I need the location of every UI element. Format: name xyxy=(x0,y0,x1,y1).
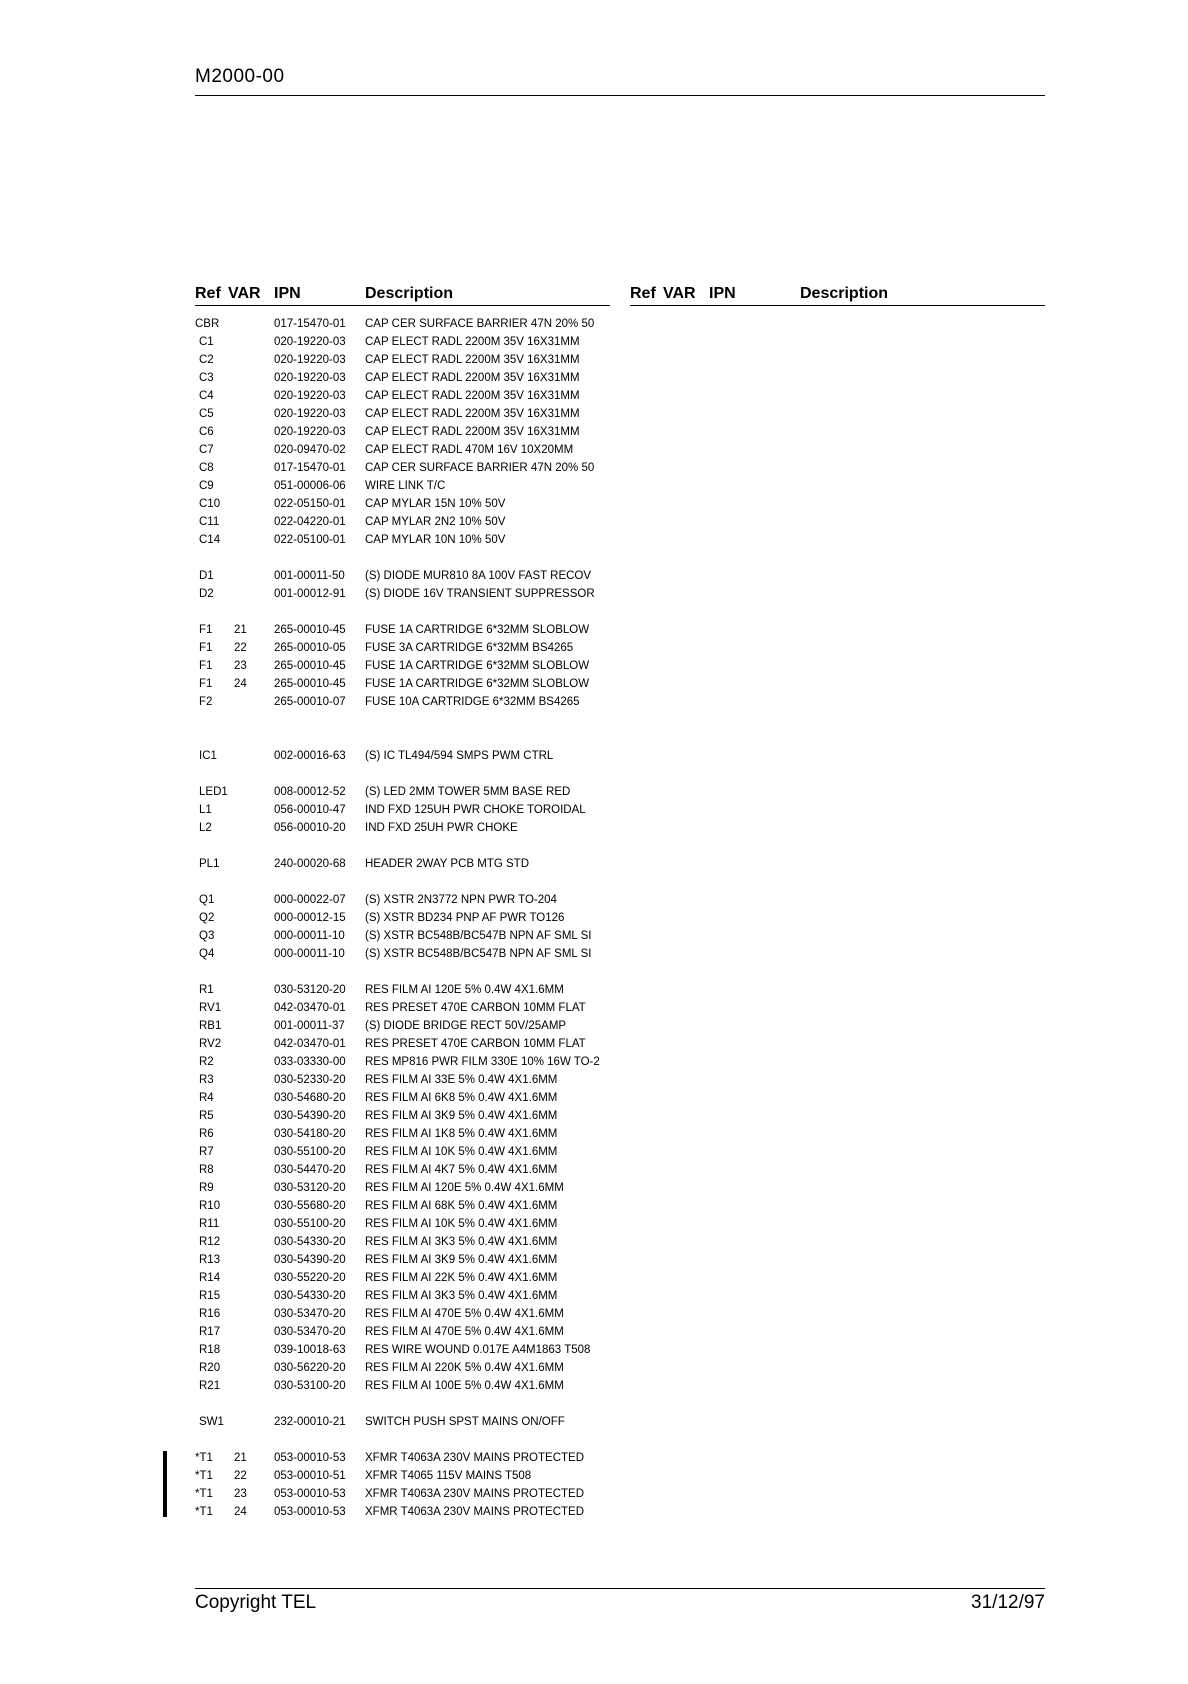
part-description: (S) XSTR 2N3772 NPN PWR TO-204 xyxy=(365,894,557,906)
part-ref: R11 xyxy=(199,1218,220,1230)
part-ref: R4 xyxy=(199,1092,214,1104)
part-ref: RB1 xyxy=(199,1020,222,1032)
part-ipn: 056-00010-47 xyxy=(274,804,346,816)
table-row xyxy=(195,1359,615,1377)
part-description: FUSE 1A CARTRIDGE 6*32MM SLOBLOW xyxy=(365,678,590,690)
part-ipn: 030-55680-20 xyxy=(274,1200,346,1212)
part-ref: F1 xyxy=(199,660,213,672)
part-description: IND FXD 25UH PWR CHOKE xyxy=(365,822,518,834)
part-description: CAP ELECT RADL 2200M 35V 16X31MM xyxy=(365,426,580,438)
part-var: 21 xyxy=(234,624,247,636)
part-ref: R8 xyxy=(199,1164,214,1176)
part-ref: R10 xyxy=(199,1200,221,1212)
part-description: (S) XSTR BC548B/BC547B NPN AF SML SI xyxy=(365,930,592,942)
part-ipn: 000-00012-15 xyxy=(274,912,346,924)
part-ref: Q3 xyxy=(199,930,215,942)
part-description: CAP MYLAR 2N2 10% 50V xyxy=(365,516,506,528)
table-row xyxy=(195,1449,615,1467)
part-description: RES FILM AI 22K 5% 0.4W 4X1.6MM xyxy=(365,1272,558,1284)
table-row xyxy=(195,333,615,351)
part-description: XFMR T4063A 230V MAINS PROTECTED xyxy=(365,1488,584,1500)
part-description: FUSE 1A CARTRIDGE 6*32MM SLOBLOW xyxy=(365,624,590,636)
table-row xyxy=(195,927,615,945)
part-ref: F1 xyxy=(199,678,213,690)
part-ipn: 232-00010-21 xyxy=(274,1416,346,1428)
row-gap xyxy=(195,963,615,981)
part-ref: R18 xyxy=(199,1344,221,1356)
part-ipn: 002-00016-63 xyxy=(274,750,346,762)
part-description: IND FXD 125UH PWR CHOKE TOROIDAL xyxy=(365,804,586,816)
table-row xyxy=(195,1125,615,1143)
row-gap xyxy=(195,837,615,855)
table-row xyxy=(195,1341,615,1359)
table-row xyxy=(195,1233,615,1251)
table-row xyxy=(195,1071,615,1089)
part-description: RES FILM AI 3K3 5% 0.4W 4X1.6MM xyxy=(365,1236,558,1248)
part-ipn: 030-54180-20 xyxy=(274,1128,346,1140)
part-description: CAP MYLAR 15N 10% 50V xyxy=(365,498,506,510)
part-description: FUSE 10A CARTRIDGE 6*32MM BS4265 xyxy=(365,696,580,708)
part-ref: PL1 xyxy=(199,858,220,870)
part-description: (S) DIODE MUR810 8A 100V FAST RECOV xyxy=(365,570,592,582)
part-ipn: 030-54680-20 xyxy=(274,1092,346,1104)
part-ref: R1 xyxy=(199,984,214,996)
part-ipn: 017-15470-01 xyxy=(274,318,346,330)
part-ref: L2 xyxy=(199,822,212,834)
part-description: RES FILM AI 1K8 5% 0.4W 4X1.6MM xyxy=(365,1128,558,1140)
part-description: FUSE 3A CARTRIDGE 6*32MM BS4265 xyxy=(365,642,574,654)
part-ref: R20 xyxy=(199,1362,221,1374)
part-ipn: 000-00011-10 xyxy=(274,948,345,960)
part-description: RES FILM AI 10K 5% 0.4W 4X1.6MM xyxy=(365,1146,558,1158)
part-ref: R17 xyxy=(199,1326,221,1338)
part-description: XFMR T4065 115V MAINS T508 xyxy=(365,1470,532,1482)
table-row xyxy=(195,1503,615,1521)
footer-rule xyxy=(195,1588,1045,1589)
table-row xyxy=(195,999,615,1017)
col-var: VAR xyxy=(228,285,261,302)
part-ref: D2 xyxy=(199,588,214,600)
col-description: Description xyxy=(365,285,454,302)
part-ipn: 265-00010-07 xyxy=(274,696,346,708)
table-row xyxy=(195,585,615,603)
part-ref: R9 xyxy=(199,1182,214,1194)
table-row xyxy=(195,657,615,675)
part-ipn: 030-54390-20 xyxy=(274,1110,346,1122)
part-var: 21 xyxy=(234,1452,247,1464)
part-description: RES WIRE WOUND 0.017E A4M1863 T508 xyxy=(365,1344,591,1356)
part-ref: C9 xyxy=(199,480,214,492)
part-ipn: 030-56220-20 xyxy=(274,1362,346,1374)
table-row xyxy=(195,1377,615,1395)
row-gap xyxy=(195,549,615,567)
part-description: HEADER 2WAY PCB MTG STD xyxy=(365,858,530,870)
row-gap xyxy=(195,1431,615,1449)
part-description: (S) IC TL494/594 SMPS PWM CTRL xyxy=(365,750,554,762)
row-gap xyxy=(195,765,615,783)
part-ipn: 030-53470-20 xyxy=(274,1308,346,1320)
table-row xyxy=(195,351,615,369)
part-description: WIRE LINK T/C xyxy=(365,480,446,492)
part-ipn: 030-53120-20 xyxy=(274,1182,346,1194)
part-description: RES FILM AI 120E 5% 0.4W 4X1.6MM xyxy=(365,1182,564,1194)
part-var: 23 xyxy=(234,1488,247,1500)
part-ref: D1 xyxy=(199,570,214,582)
table-row xyxy=(195,1269,615,1287)
part-var: 24 xyxy=(234,1506,247,1518)
part-description: RES MP816 PWR FILM 330E 10% 16W TO-2 xyxy=(365,1056,600,1068)
col-ref: Ref xyxy=(630,285,656,302)
part-ipn: 265-00010-05 xyxy=(274,642,346,654)
document-id: M2000-00 xyxy=(195,66,285,87)
part-ipn: 030-54330-20 xyxy=(274,1236,346,1248)
table-row xyxy=(195,1467,615,1485)
part-ipn: 030-53470-20 xyxy=(274,1326,346,1338)
footer-copyright: Copyright TEL xyxy=(195,1592,317,1613)
part-ref: IC1 xyxy=(199,750,217,762)
table-row xyxy=(195,945,615,963)
footer-date: 31/12/97 xyxy=(971,1592,1045,1613)
part-ipn: 020-19220-03 xyxy=(274,426,346,438)
table-row xyxy=(195,405,615,423)
table-row xyxy=(195,981,615,999)
part-ref: C10 xyxy=(199,498,221,510)
col-ref: Ref xyxy=(195,285,221,302)
part-ref: LED1 xyxy=(199,786,228,798)
part-ipn: 008-00012-52 xyxy=(274,786,346,798)
part-ipn: 053-00010-53 xyxy=(274,1506,346,1518)
part-ipn: 042-03470-01 xyxy=(274,1002,346,1014)
part-description: (S) DIODE BRIDGE RECT 50V/25AMP xyxy=(365,1020,567,1032)
table-row xyxy=(195,315,615,333)
part-description: FUSE 1A CARTRIDGE 6*32MM SLOBLOW xyxy=(365,660,590,672)
part-ref: RV1 xyxy=(199,1002,222,1014)
part-ipn: 030-54470-20 xyxy=(274,1164,346,1176)
table-row xyxy=(195,1089,615,1107)
part-ref: F1 xyxy=(199,624,213,636)
part-ref: *T1 xyxy=(195,1506,213,1518)
part-ipn: 030-55100-20 xyxy=(274,1146,346,1158)
part-ipn: 022-05100-01 xyxy=(274,534,346,546)
part-description: RES FILM AI 3K9 5% 0.4W 4X1.6MM xyxy=(365,1110,558,1122)
table-row xyxy=(195,531,615,549)
part-ipn: 030-55220-20 xyxy=(274,1272,346,1284)
part-ref: C4 xyxy=(199,390,214,402)
part-ref: SW1 xyxy=(199,1416,224,1428)
part-ref: R3 xyxy=(199,1074,214,1086)
part-description: CAP CER SURFACE BARRIER 47N 20% 50 xyxy=(365,318,595,330)
part-description: CAP ELECT RADL 2200M 35V 16X31MM xyxy=(365,408,580,420)
table-row xyxy=(195,1251,615,1269)
part-ipn: 030-54330-20 xyxy=(274,1290,346,1302)
part-ref: Q2 xyxy=(199,912,215,924)
part-ref: F1 xyxy=(199,642,213,654)
part-ref: C7 xyxy=(199,444,214,456)
part-description: XFMR T4063A 230V MAINS PROTECTED xyxy=(365,1452,584,1464)
table-row xyxy=(195,783,615,801)
part-description: (S) XSTR BD234 PNP AF PWR TO126 xyxy=(365,912,565,924)
part-ref: C14 xyxy=(199,534,221,546)
table-row xyxy=(195,909,615,927)
table-row xyxy=(195,513,615,531)
table-row xyxy=(195,1179,615,1197)
part-description: SWITCH PUSH SPST MAINS ON/OFF xyxy=(365,1416,565,1428)
part-description: CAP CER SURFACE BARRIER 47N 20% 50 xyxy=(365,462,595,474)
row-gap xyxy=(195,1395,615,1413)
part-ref: R7 xyxy=(199,1146,214,1158)
table-header-rule-left xyxy=(195,305,610,306)
part-description: (S) DIODE 16V TRANSIENT SUPPRESSOR xyxy=(365,588,595,600)
part-ipn: 020-19220-03 xyxy=(274,354,346,366)
part-description: RES FILM AI 10K 5% 0.4W 4X1.6MM xyxy=(365,1218,558,1230)
part-ref: C3 xyxy=(199,372,214,384)
part-ref: R6 xyxy=(199,1128,214,1140)
table-row xyxy=(195,675,615,693)
part-ref: R2 xyxy=(199,1056,214,1068)
table-row xyxy=(195,1413,615,1431)
table-row xyxy=(195,1161,615,1179)
part-description: RES FILM AI 33E 5% 0.4W 4X1.6MM xyxy=(365,1074,558,1086)
part-ipn: 022-04220-01 xyxy=(274,516,346,528)
table-row xyxy=(195,639,615,657)
part-ref: *T1 xyxy=(195,1452,213,1464)
col-description: Description xyxy=(800,285,889,302)
table-row xyxy=(195,1143,615,1161)
part-ipn: 000-00022-07 xyxy=(274,894,346,906)
part-description: CAP MYLAR 10N 10% 50V xyxy=(365,534,506,546)
part-description: RES FILM AI 4K7 5% 0.4W 4X1.6MM xyxy=(365,1164,558,1176)
header-rule xyxy=(195,95,1045,96)
part-ref: R12 xyxy=(199,1236,221,1248)
table-row xyxy=(195,369,615,387)
part-ref: F2 xyxy=(199,696,213,708)
parts-list xyxy=(195,315,615,1521)
part-ref: *T1 xyxy=(195,1470,213,1482)
part-ipn: 020-09470-02 xyxy=(274,444,346,456)
part-ref: RV2 xyxy=(199,1038,222,1050)
part-description: CAP ELECT RADL 2200M 35V 16X31MM xyxy=(365,354,580,366)
part-ipn: 265-00010-45 xyxy=(274,624,346,636)
col-ipn: IPN xyxy=(274,285,301,302)
table-row xyxy=(195,495,615,513)
row-gap xyxy=(195,729,615,747)
table-row xyxy=(195,1035,615,1053)
table-row xyxy=(195,387,615,405)
part-description: CAP ELECT RADL 470M 16V 10X20MM xyxy=(365,444,574,456)
table-row xyxy=(195,477,615,495)
part-ipn: 030-54390-20 xyxy=(274,1254,346,1266)
part-description: RES FILM AI 68K 5% 0.4W 4X1.6MM xyxy=(365,1200,558,1212)
part-description: RES FILM AI 470E 5% 0.4W 4X1.6MM xyxy=(365,1308,564,1320)
col-var: VAR xyxy=(663,285,696,302)
part-description: CAP ELECT RADL 2200M 35V 16X31MM xyxy=(365,372,580,384)
part-ref: C11 xyxy=(199,516,220,528)
part-ipn: 030-53100-20 xyxy=(274,1380,346,1392)
part-description: RES FILM AI 3K9 5% 0.4W 4X1.6MM xyxy=(365,1254,558,1266)
part-ref: Q1 xyxy=(199,894,215,906)
part-var: 22 xyxy=(234,642,247,654)
part-ipn: 020-19220-03 xyxy=(274,372,346,384)
table-row xyxy=(195,1197,615,1215)
part-ipn: 033-03330-00 xyxy=(274,1056,346,1068)
part-description: RES PRESET 470E CARBON 10MM FLAT xyxy=(365,1038,586,1050)
part-ref: R5 xyxy=(199,1110,214,1122)
table-row xyxy=(195,1017,615,1035)
table-row xyxy=(195,801,615,819)
part-description: RES FILM AI 470E 5% 0.4W 4X1.6MM xyxy=(365,1326,564,1338)
part-ipn: 030-55100-20 xyxy=(274,1218,346,1230)
part-ipn: 001-00011-50 xyxy=(274,570,345,582)
table-row xyxy=(195,1323,615,1341)
part-ipn: 020-19220-03 xyxy=(274,408,346,420)
table-row xyxy=(195,1053,615,1071)
part-ipn: 265-00010-45 xyxy=(274,678,346,690)
part-ipn: 020-19220-03 xyxy=(274,336,346,348)
part-var: 23 xyxy=(234,660,247,672)
part-ipn: 030-53120-20 xyxy=(274,984,346,996)
table-row xyxy=(195,855,615,873)
table-row xyxy=(195,1215,615,1233)
part-description: RES FILM AI 220K 5% 0.4W 4X1.6MM xyxy=(365,1362,564,1374)
part-description: (S) XSTR BC548B/BC547B NPN AF SML SI xyxy=(365,948,592,960)
part-ipn: 017-15470-01 xyxy=(274,462,346,474)
part-ref: CBR xyxy=(195,318,220,330)
part-ipn: 051-00006-06 xyxy=(274,480,346,492)
part-description: RES FILM AI 6K8 5% 0.4W 4X1.6MM xyxy=(365,1092,558,1104)
table-row xyxy=(195,459,615,477)
part-ipn: 020-19220-03 xyxy=(274,390,346,402)
table-row xyxy=(195,621,615,639)
part-ref: C6 xyxy=(199,426,214,438)
part-ipn: 265-00010-45 xyxy=(274,660,346,672)
part-var: 22 xyxy=(234,1470,247,1482)
table-row xyxy=(195,693,615,711)
part-ref: *T1 xyxy=(195,1488,213,1500)
table-row xyxy=(195,819,615,837)
table-row xyxy=(195,423,615,441)
table-row xyxy=(195,567,615,585)
table-row xyxy=(195,441,615,459)
col-ipn: IPN xyxy=(709,285,736,302)
part-ipn: 000-00011-10 xyxy=(274,930,345,942)
change-bar xyxy=(163,1451,167,1517)
part-ref: R16 xyxy=(199,1308,221,1320)
row-gap xyxy=(195,711,615,729)
part-ipn: 053-00010-51 xyxy=(274,1470,346,1482)
part-ipn: 056-00010-20 xyxy=(274,822,346,834)
part-ipn: 240-00020-68 xyxy=(274,858,346,870)
part-var: 24 xyxy=(234,678,247,690)
table-row xyxy=(195,1485,615,1503)
part-ref: C5 xyxy=(199,408,214,420)
part-ipn: 030-52330-20 xyxy=(274,1074,346,1086)
table-row xyxy=(195,891,615,909)
part-ref: C1 xyxy=(199,336,214,348)
part-ipn: 053-00010-53 xyxy=(274,1488,346,1500)
part-ipn: 001-00012-91 xyxy=(274,588,346,600)
table-row xyxy=(195,1287,615,1305)
part-ref: R15 xyxy=(199,1290,221,1302)
part-description: RES PRESET 470E CARBON 10MM FLAT xyxy=(365,1002,586,1014)
part-ipn: 042-03470-01 xyxy=(274,1038,346,1050)
part-description: (S) LED 2MM TOWER 5MM BASE RED xyxy=(365,786,571,798)
part-ipn: 039-10018-63 xyxy=(274,1344,346,1356)
table-row xyxy=(195,1305,615,1323)
part-description: RES FILM AI 100E 5% 0.4W 4X1.6MM xyxy=(365,1380,564,1392)
part-description: XFMR T4063A 230V MAINS PROTECTED xyxy=(365,1506,584,1518)
part-ref: C2 xyxy=(199,354,214,366)
part-ref: R21 xyxy=(199,1380,221,1392)
table-header-rule-right xyxy=(630,305,1045,306)
part-ipn: 053-00010-53 xyxy=(274,1452,346,1464)
part-ref: L1 xyxy=(199,804,212,816)
row-gap xyxy=(195,873,615,891)
part-ref: R13 xyxy=(199,1254,221,1266)
part-ref: C8 xyxy=(199,462,214,474)
part-ipn: 001-00011-37 xyxy=(274,1020,345,1032)
part-description: CAP ELECT RADL 2200M 35V 16X31MM xyxy=(365,336,580,348)
table-row xyxy=(195,1107,615,1125)
part-description: CAP ELECT RADL 2200M 35V 16X31MM xyxy=(365,390,580,402)
part-ref: R14 xyxy=(199,1272,221,1284)
row-gap xyxy=(195,603,615,621)
table-row xyxy=(195,747,615,765)
part-ref: Q4 xyxy=(199,948,215,960)
part-ipn: 022-05150-01 xyxy=(274,498,346,510)
part-description: RES FILM AI 120E 5% 0.4W 4X1.6MM xyxy=(365,984,564,996)
part-description: RES FILM AI 3K3 5% 0.4W 4X1.6MM xyxy=(365,1290,558,1302)
